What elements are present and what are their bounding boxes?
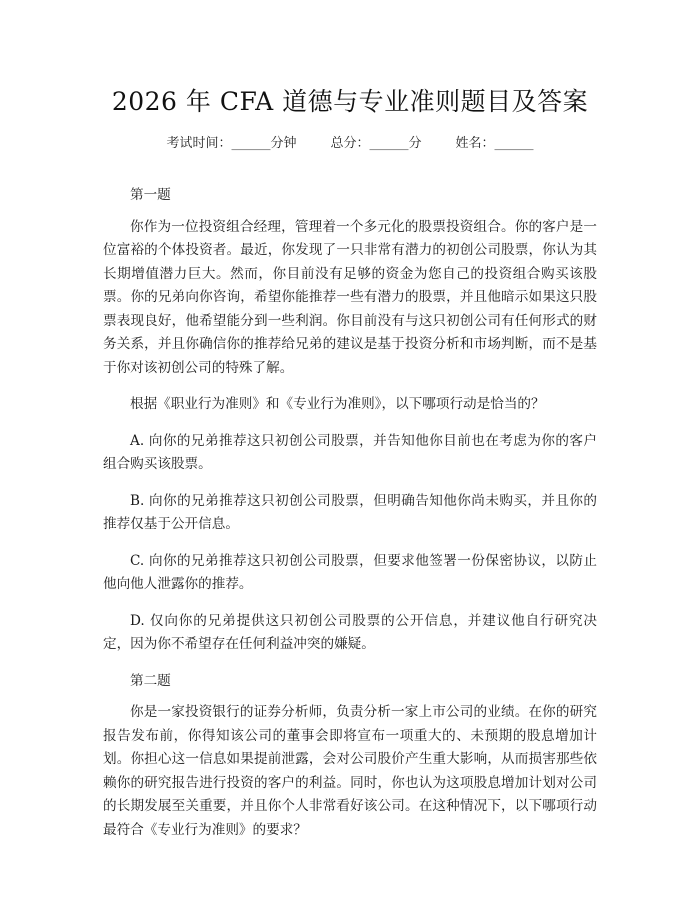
- exam-time-field: 考试时间：______分钟: [166, 136, 297, 151]
- question-scenario: 你作为一位投资组合经理，管理着一个多元化的股票投资组合。你的客户是一位富裕的个体投资者。最近，你发现了一只非常有潜力的初创公司股票，你认为其长期增值潜力巨大。然而，你目前没有足够的资金为您自己的投资组合购买该股票。你的兄弟向你咨询，希望你能推荐一些有潜力的股票，并且他暗示如果这只股票表现良好，他希望能分到一些利润。你目前没有与这只初创公司有任何形式的财务关系，并且你确信你的推荐给兄弟的建议是基于投资分析和市场判断，而不是基于你对该初创公司的特殊了解。: [103, 218, 597, 376]
- question-heading: 第一题: [130, 187, 171, 203]
- answer-option-a: A. 向你的兄弟推荐这只初创公司股票，并告知他你目前也在考虑为你的客户组合购买该股票。: [103, 432, 597, 472]
- exam-info-line: [0, 132, 700, 151]
- answer-option-c: C. 向你的兄弟推荐这只初创公司股票，但要求他签署一份保密协议，以防止他向他人泄露你的推荐。: [103, 552, 597, 592]
- question-1: [103, 184, 597, 657]
- question-prompt: 根据《职业行为准则》和《专业行为准则》，以下哪项行动是恰当的？: [130, 396, 545, 412]
- document-title: 2026 年 CFA 道德与专业准则题目及答案: [111, 87, 589, 116]
- total-score-field: 总分：______分: [330, 136, 422, 151]
- student-name-field: 姓名：______: [455, 136, 534, 151]
- document-body: [103, 184, 597, 855]
- question-2: [103, 670, 597, 843]
- question-heading: 第二题: [130, 672, 171, 689]
- answer-option-d: D. 仅向你的兄弟提供这只初创公司股票的公开信息，并建议他自行研究决定，因为你不希望存在任何利益冲突的嫌疑。: [103, 612, 597, 652]
- answer-option-b: B. 向你的兄弟推荐这只初创公司股票，但明确告知他你尚未购买，并且你的推荐仅基于公开信息。: [103, 492, 597, 532]
- question-scenario: 你是一家投资银行的证券分析师，负责分析一家上市公司的业绩。在你的研究报告发布前，你得知该公司的董事会即将宣布一项重大的、未预期的股息增加计划。你担心这一信息如果提前泄露，会对公司股价产生重大影响，从而损害那些依赖你的研究报告进行投资的客户的利益。同时，你也认为这项股息增加计划对公司的长期发展至关重要，并且你个人非常看好该公司。在这种情况下，以下哪项行动最符合《专业行为准则》的要求？: [103, 704, 597, 838]
